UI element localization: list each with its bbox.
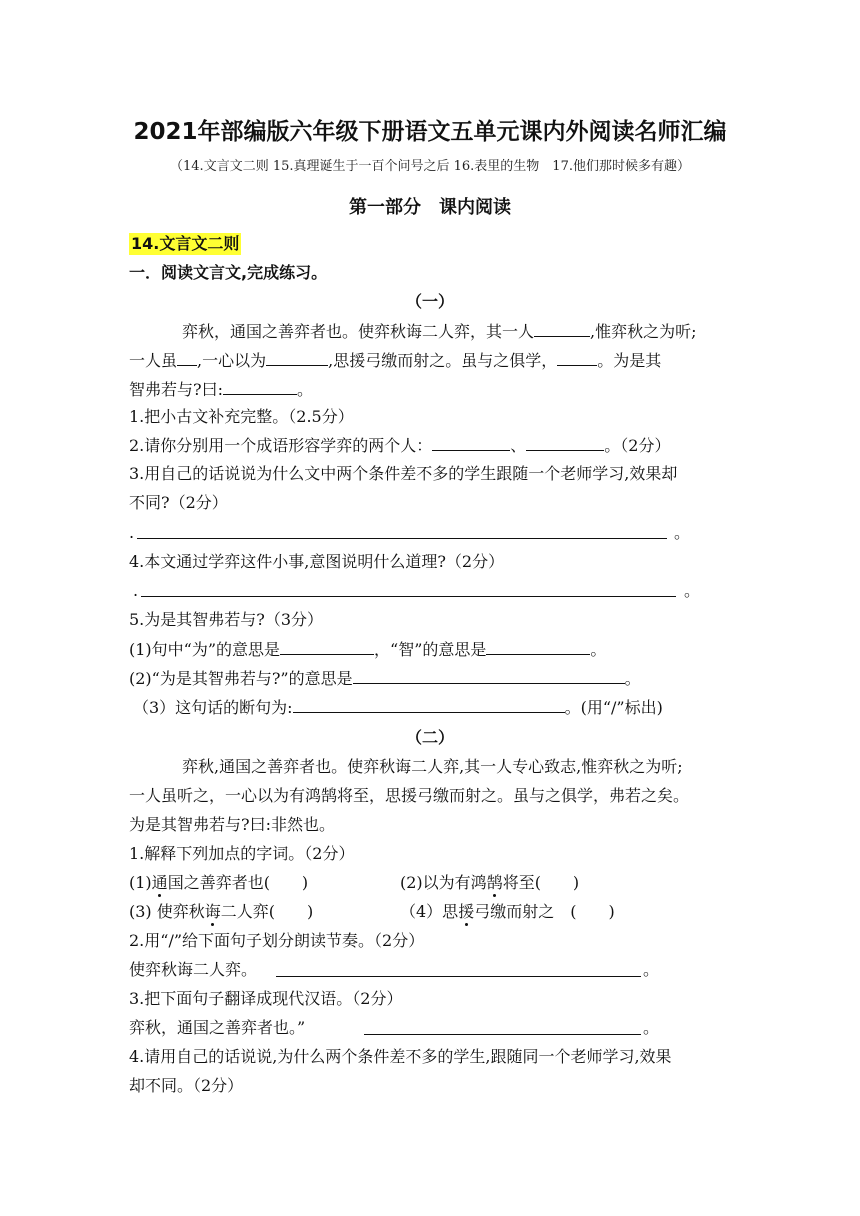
blank-5[interactable] (223, 378, 297, 395)
answer-blank-q5-3[interactable] (293, 696, 565, 713)
answer-blank-q5-2[interactable] (353, 667, 625, 684)
answer-line-q3-lead: . (129, 523, 135, 542)
passage2-question-3: 3.把下面句子翻译成现代汉语。（2分） (129, 989, 403, 1008)
part-heading: 第一部分 课内阅读 (349, 197, 511, 218)
answer-line-q4-end: 。 (684, 581, 701, 600)
answer-blank-q2b[interactable] (526, 434, 604, 451)
question-4: 4.本文通过学弈这件小事,意图说明什么道理?（2分） (129, 552, 505, 571)
passage2-question-1: 1.解释下列加点的字词。（2分） (129, 844, 355, 863)
passage1-line2: 一人虽 ,一心以为 ,思援弓缴而射之。虽与之俱学， 。为是其 (129, 351, 662, 370)
passage2-line2: 一人虽听之，一心以为有鸿鹄将至，思援弓缴而射之。虽与之俱学，弗若之矣。 (129, 786, 690, 805)
sub-label-1: （一） (405, 292, 454, 311)
answer-blank-q2a[interactable] (432, 434, 510, 451)
document-title: 2021年部编版六年级下册语文五单元课内外阅读名师汇编 (133, 119, 727, 145)
blank-2[interactable] (177, 349, 197, 366)
section-instruction: 一．阅读文言文,完成练习。 (129, 263, 328, 282)
vocab-item-3: (3) 使弈秋诲二人弈( ) (129, 902, 314, 921)
question-1: 1.把小古文补充完整。（2.5分） (129, 407, 354, 426)
passage2-question-4-line1: 4.请用自己的话说说,为什么两个条件差不多的学生,跟随同一个老师学习,效果 (129, 1047, 672, 1066)
rhythm-sentence: 使弈秋诲二人弈。 (129, 960, 258, 979)
passage2-line3: 为是其智弗若与?曰:非然也。 (129, 815, 335, 834)
blank-3[interactable] (266, 349, 328, 366)
passage1-line1: 弈秋，通国之善弈者也。使弈秋诲二人弈，其一人 ,惟弈秋之为听; (182, 322, 697, 341)
passage1-line3: 智弗若与?曰: 。 (129, 380, 313, 399)
blank-1[interactable] (534, 320, 590, 337)
answer-line-translate[interactable] (364, 1034, 641, 1035)
answer-line-q3[interactable] (137, 538, 667, 539)
question-5-2: (2)“为是其智弗若与?”的意思是 。 (129, 669, 641, 688)
translate-sentence: 弈秋，通国之善弈者也。” (129, 1018, 306, 1037)
question-3-line2: 不同?（2分） (129, 493, 228, 512)
answer-line-q4[interactable] (141, 596, 676, 597)
question-5: 5.为是其智弗若与?（3分） (129, 610, 324, 629)
answer-line-translate-end: 。 (643, 1018, 660, 1037)
vocab-item-1: (1)通国之善弈者也( ) (129, 873, 309, 892)
vocab-item-4: （4）思援弓缴而射之 ( ) (400, 902, 615, 921)
lesson-heading: 14.文言文二则 (131, 234, 240, 253)
passage2-question-2: 2.用“/”给下面句子划分朗读节奏。（2分） (129, 931, 425, 950)
answer-line-q3-end: 。 (674, 523, 691, 542)
question-5-1: (1)句中“为”的意思是 ，“智”的意思是 。 (129, 640, 607, 659)
answer-line-q4-lead: . (133, 581, 139, 600)
question-5-3: （3）这句话的断句为: 。(用“/”标出) (133, 698, 663, 717)
blank-4[interactable] (557, 349, 597, 366)
document-subtitle: （14.文言文二则 15.真理诞生于一百个问号之后 16.表里的生物 17.他们那时候多有趣） (170, 159, 690, 174)
passage2-line1: 弈秋,通国之善弈者也。使弈秋诲二人弈,其一人专心致志,惟弈秋之为听; (182, 757, 683, 776)
answer-blank-q5-1b[interactable] (486, 638, 590, 655)
vocab-item-2: (2)以为有鸿鹄将至( ) (400, 873, 580, 892)
sub-label-2: （二） (405, 728, 454, 747)
answer-line-rhythm-end: 。 (643, 960, 660, 979)
answer-blank-q5-1a[interactable] (280, 638, 374, 655)
answer-line-rhythm[interactable] (276, 976, 641, 977)
passage2-question-4-line2: 却不同。（2分） (129, 1076, 244, 1095)
question-2: 2.请你分别用一个成语形容学弈的两个人： 、 。（2分） (129, 436, 671, 455)
question-3-line1: 3.用自己的话说说为什么文中两个条件差不多的学生跟随一个老师学习,效果却 (129, 464, 678, 483)
